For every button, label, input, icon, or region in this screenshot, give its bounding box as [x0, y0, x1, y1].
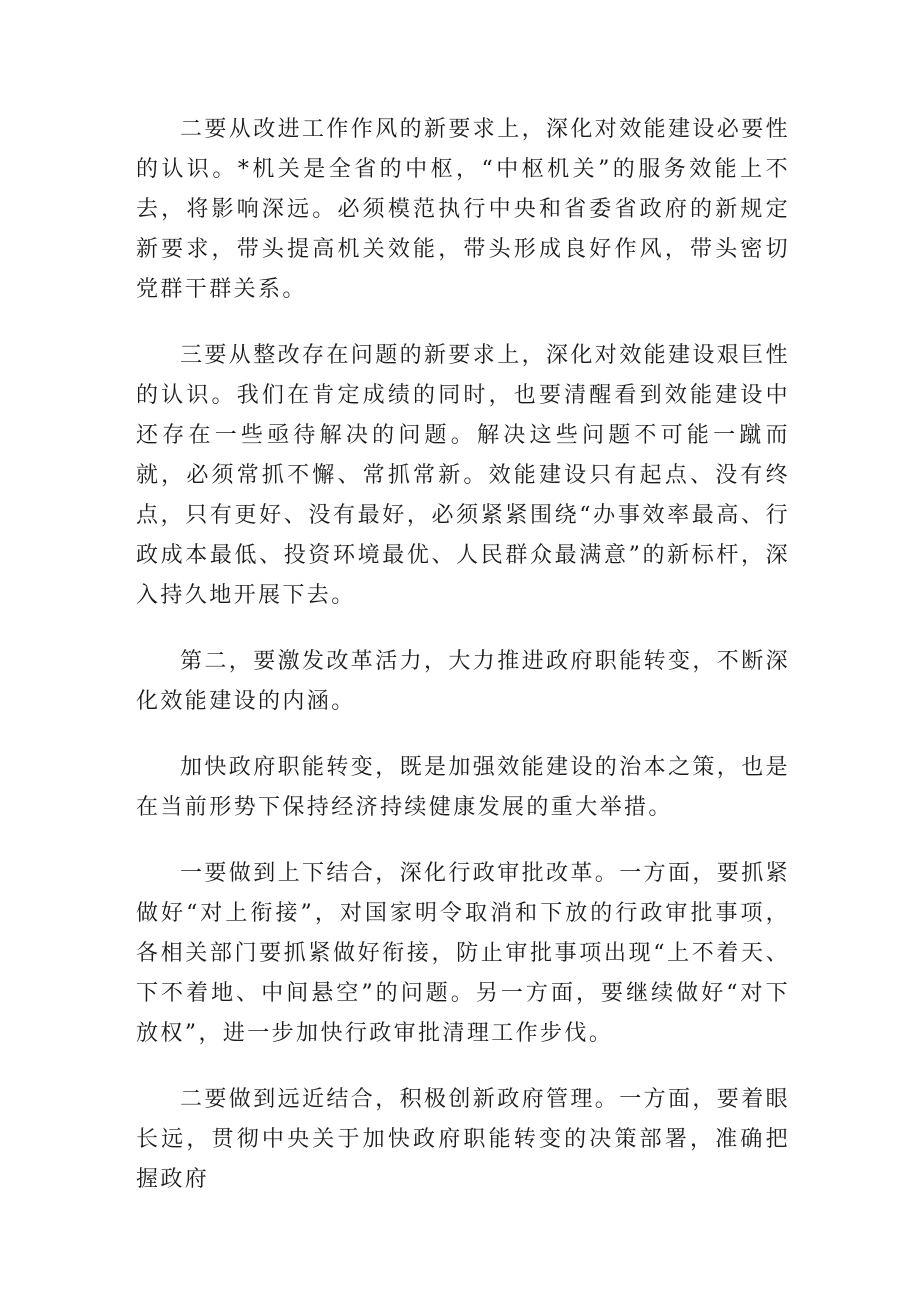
- paragraph-5: 一要做到上下结合，深化行政审批改革。一方面，要抓紧做好“对上衔接”，对国家明令取消和下放的行政审批事项，各相关部门要抓紧做好衔接，防止审批事项出现“上不着天、下不着地、中间悬空”的问题。另一方面，要继续做好“对下放权”，进一步加快行政审批清理工作步伐。: [136, 861, 791, 1046]
- paragraph-1: 二要从改进工作作风的新要求上，深化对效能建设必要性的认识。*机关是全省的中枢，“中枢机关”的服务效能上不去，将影响深远。必须模范执行中央和省委省政府的新规定新要求，带头提高机关效能，带头形成良好作风，带头密切党群干群关系。: [136, 117, 791, 302]
- document-body: [136, 110, 790, 1226]
- paragraph-6: 二要做到远近结合，积极创新政府管理。一方面，要着眼长远，贯彻中央关于加快政府职能转变的决策部署，准确把握政府: [136, 1087, 791, 1192]
- paragraph-4: 加快政府职能转变，既是加强效能建设的治本之策，也是在当前形势下保持经济持续健康发展的重大举措。: [136, 755, 791, 820]
- paragraph-3: 第二，要激发改革活力，大力推进政府职能转变，不断深化效能建设的内涵。: [136, 649, 791, 714]
- paragraph-2: 三要从整改存在问题的新要求上，深化对效能建设艰巨性的认识。我们在肯定成绩的同时，也要清醒看到效能建设中还存在一些亟待解决的问题。解决这些问题不可能一蹴而就，必须常抓不懈、常抓常新。效能建设只有起点、没有终点，只有更好、没有最好，必须紧紧围绕“办事效率最高、行政成本最低、投资环境最优、人民群众最满意”的新标杆，深入持久地开展下去。: [136, 343, 791, 608]
